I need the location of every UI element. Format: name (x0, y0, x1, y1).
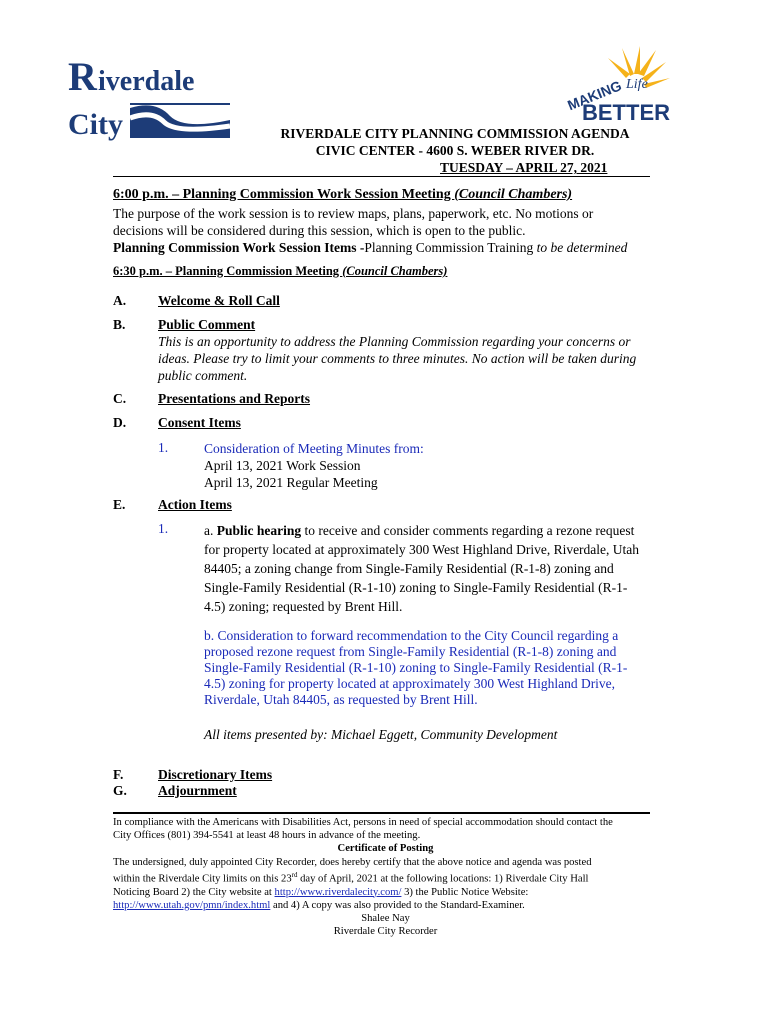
work-session-purpose-line1: The purpose of the work session is to review maps, plans, paperwork, etc. No motions or (113, 206, 594, 221)
section-a-letter: A. (113, 293, 127, 308)
cert-line2-sup: rd (291, 870, 298, 879)
section-b-title: Public Comment (158, 317, 256, 332)
action-item-a-line4: Single-Family Residential (R-1-10) zoning to Single-Family Residential (R-1- (204, 580, 628, 595)
section-d-title: Consent Items (158, 415, 241, 430)
action-item-b-line2: proposed rezone request from Single-Family Residential (R-1-8) zoning and (204, 644, 617, 659)
section-e-letter: E. (113, 497, 126, 512)
section-c-letter: C. (113, 391, 127, 406)
header-divider (113, 176, 650, 177)
section-f-title: Discretionary Items (158, 767, 273, 782)
action-item-number: 1. (158, 521, 169, 536)
ada-line1: In compliance with the Americans with Disabilities Act, persons in need of special accommodation should contact the (113, 817, 613, 828)
svg-text:MAKING: MAKING (565, 77, 624, 114)
meeting-location: (Council Chambers) (342, 264, 448, 278)
action-item-a-line3: 84405; a zoning change from Single-Family Residential (R-1-8) zoning and (204, 561, 614, 576)
work-session-items-label: Planning Commission Work Session Items - (113, 240, 365, 255)
making-life-better-logo (560, 44, 670, 124)
consent-item-number: 1. (158, 440, 169, 455)
action-item-b-line3: Single-Family Residential (R-1-10) zoning to Single-Family Residential (R-1- (204, 660, 628, 675)
work-session-heading (113, 186, 572, 203)
action-item-a-line2: for property located at approximately 300 West Highland Drive, Riverdale, Utah (204, 542, 640, 557)
signer-title: Riverdale City Recorder (333, 926, 438, 938)
cert-line3 (113, 886, 658, 899)
consent-item-title: Consideration of Meeting Minutes from: (204, 441, 424, 456)
consent-item-line2: April 13, 2021 Work Session (204, 458, 361, 473)
footer (113, 816, 658, 938)
svg-text:Life: Life (626, 77, 648, 92)
public-comment-desc-line1: This is an opportunity to address the Planning Commission regarding your concerns or (158, 334, 631, 349)
action-item-b (204, 628, 627, 708)
section-d-letter: D. (113, 415, 127, 430)
certificate-title: Certificate of Posting (337, 843, 434, 855)
agenda-location: CIVIC CENTER - 4600 S. WEBER RIVER DR. (315, 143, 595, 158)
svg-text:BETTER: BETTER (582, 100, 670, 124)
public-hearing-label: Public hearing (216, 523, 302, 538)
action-item-b-line1: b. Consideration to forward recommendation to the City Council regarding a (204, 628, 619, 643)
meeting-heading-text: 6:30 p.m. – Planning Commission Meeting (113, 264, 343, 278)
section-f-letter: F. (113, 767, 124, 782)
section-g-title: Adjournment (158, 783, 237, 798)
public-notice-website-link[interactable]: http://www.utah.gov/pmn/index.html (113, 899, 271, 911)
cert-line4-b: and 4) A copy was also provided to the Standard-Examiner. (270, 899, 525, 911)
cert-line2-a: within the Riverdale City limits on this 23 (113, 873, 292, 885)
cert-line3-b: 3) the Public Notice Website: (401, 886, 529, 898)
svg-text:City: City (68, 108, 123, 141)
cert-line4 (113, 899, 658, 912)
action-item-a-text1: to receive and consider comments regarding a rezone request (301, 523, 635, 538)
section-c-title: Presentations and Reports (158, 391, 311, 406)
signer-name: Shalee Nay (361, 912, 410, 924)
svg-text:R: R (68, 60, 97, 99)
work-session-items-note: to be determined (536, 240, 628, 255)
meeting-heading (113, 263, 447, 280)
footer-divider (113, 812, 650, 814)
svg-text:iverdale: iverdale (98, 66, 195, 97)
work-session-items (113, 239, 627, 256)
ada-line2: City Offices (801) 394-5541 at least 48 hours in advance of the meeting. (113, 830, 421, 842)
section-e-title: Action Items (158, 497, 232, 512)
action-item-a-line1 (204, 521, 639, 540)
cert-line2 (113, 869, 658, 886)
cert-line2-b: day of April, 2021 at the following locations: 1) Riverdale City Hall (297, 873, 589, 885)
riverdale-city-website-link[interactable]: http://www.riverdalecity.com/ (274, 886, 402, 898)
section-a-title: Welcome & Roll Call (158, 293, 280, 308)
presented-by: All items presented by: Michael Eggett, Community Development (204, 727, 558, 742)
action-item-a-prefix: a. (204, 523, 217, 538)
section-b-letter: B. (113, 317, 126, 332)
agenda-date: TUESDAY – APRIL 27, 2021 (440, 160, 608, 175)
section-g-letter: G. (113, 783, 127, 798)
work-session-purpose-line2: decisions will be considered during this session, which is open to the public. (113, 223, 526, 238)
action-item-b-line5: Riverdale, Utah 84405, as requested by Brent Hill. (204, 692, 478, 707)
public-comment-desc-line2: ideas. Please try to limit your comments to three minutes. No action will be taken during (158, 351, 637, 366)
consent-item-line3: April 13, 2021 Regular Meeting (204, 475, 378, 490)
public-comment-desc-line3: public comment. (158, 368, 248, 383)
work-session-heading-text: 6:00 p.m. – Planning Commission Work Session Meeting (113, 187, 455, 202)
work-session-location: (Council Chambers) (454, 187, 573, 202)
cert-line1: The undersigned, duly appointed City Recorder, does hereby certify that the above notice and agenda was posted (113, 856, 592, 868)
work-session-items-text: Planning Commission Training (364, 240, 537, 255)
agenda-title: RIVERDALE CITY PLANNING COMMISSION AGENDA (280, 126, 630, 141)
action-item-a (204, 521, 639, 616)
action-item-a-line5: 4.5) zoning; requested by Brent Hill. (204, 599, 403, 614)
action-item-b-line4: 4.5) zoning for property located at approximately 300 West Highland Drive, (204, 676, 616, 691)
riverdale-city-logo (66, 60, 231, 142)
cert-line3-a: Noticing Board 2) the City website at (113, 886, 275, 898)
